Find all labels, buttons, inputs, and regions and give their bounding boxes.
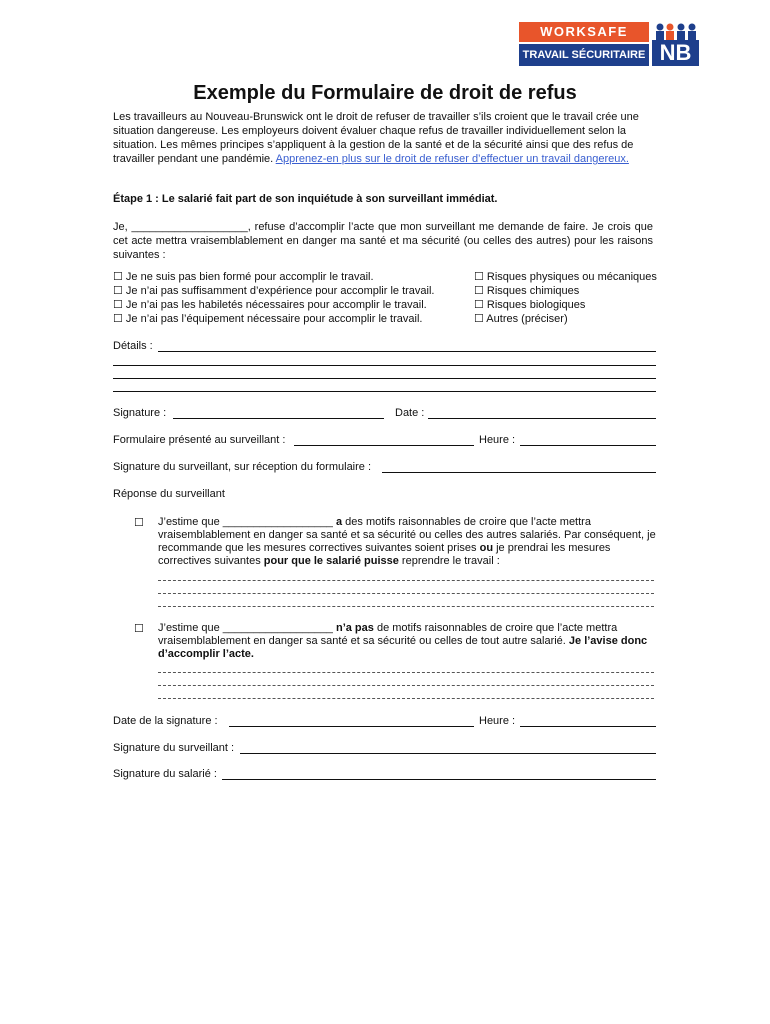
supervisor-signature-field[interactable]: [240, 753, 656, 754]
signature-date-label: Date de la signature :: [113, 715, 218, 727]
notes-line[interactable]: [158, 672, 654, 673]
page-title: Exemple du Formulaire de droit de refus: [193, 82, 577, 104]
supervisor-receipt-label: Signature du surveillant, sur réception du formulaire :: [113, 461, 372, 473]
option-a-bold: a: [335, 516, 343, 528]
option-b-checkbox[interactable]: ☐: [134, 623, 144, 635]
option-b-part: de motifs raisonnables de croire que l’acte mettra vraisemblablement en danger sa santé et sa sécurité ou celles de tout autre salarié.: [158, 622, 618, 647]
intro-text: Les travailleurs au Nouveau-Brunswick ont le droit de refuser de travailler s’ils croient que le travail crée une situation dangereuse. Les employeurs doivent évaluer chaque refus de travailler individuellement selon la situation. Les mêmes principes s’appliquent à la gestion de la santé et de la sécurité ainsi que des refus de travailler pendant une pandémie.: [113, 111, 639, 165]
employee-signature-field[interactable]: [222, 779, 656, 780]
date-label: Date :: [395, 407, 425, 419]
hazard-checkbox[interactable]: ☐ Autres (préciser): [474, 313, 568, 325]
option-a-part: je prendrai les mesures correctives suivantes: [158, 542, 611, 567]
people-icon: [652, 22, 699, 40]
refusal-statement: Je, ___________________, refuse d’accomplir l’acte que mon surveillant me demande de faire. Je crois que cet acte mettra vraisemblablement en danger ma santé et ma sécurité (ou celles des autres) pour les raisons suivantes :: [113, 221, 653, 261]
hazard-checkbox[interactable]: ☐ Risques physiques ou mécaniques: [474, 271, 657, 283]
supervisor-receipt-field[interactable]: [382, 472, 656, 473]
reasons-left-list: [113, 270, 434, 326]
corrective-line[interactable]: [158, 606, 654, 607]
hazard-checkbox[interactable]: ☐ Risques chimiques: [474, 285, 580, 297]
reason-checkbox[interactable]: ☐ Je n’ai pas l’équipement nécessaire pour accomplir le travail.: [113, 313, 423, 325]
submitted-field[interactable]: [294, 445, 474, 446]
hour2-field[interactable]: [520, 726, 656, 727]
signature-date-field[interactable]: [229, 726, 474, 727]
logo-nb-text: NB: [652, 40, 699, 66]
details-line[interactable]: [113, 365, 656, 366]
reason-checkbox[interactable]: ☐ Je ne suis pas bien formé pour accomplir le travail.: [113, 271, 374, 283]
details-line[interactable]: [113, 378, 656, 379]
notes-line[interactable]: [158, 698, 654, 699]
option-b-part: J’estime que __________________: [158, 622, 336, 634]
intro-paragraph: [113, 110, 653, 166]
option-a-bold: pour que le salarié puisse: [263, 555, 399, 567]
signature-label: Signature :: [113, 407, 167, 419]
option-b-bold: n’a pas: [335, 622, 374, 634]
option-a-part: des motifs raisonnables de croire que l’acte mettra vraisemblablement en danger sa santé et sa sécurité ou celles des autres salariés. Par conséquent, je recommande que les mesures correctives suivantes soient prises: [158, 516, 656, 554]
option-b-text: [158, 622, 656, 661]
logo-nb-mark: [652, 22, 699, 66]
reason-checkbox[interactable]: ☐ Je n’ai pas suffisamment d’expérience pour accomplir le travail.: [113, 285, 435, 297]
details-field[interactable]: [158, 351, 656, 352]
submitted-label: Formulaire présenté au surveillant :: [113, 434, 286, 446]
option-a-text: [158, 516, 656, 568]
option-a-bold: ou: [479, 542, 494, 554]
hour-field[interactable]: [520, 445, 656, 446]
worksafe-logo: [519, 22, 699, 68]
signature-field[interactable]: [173, 418, 384, 419]
supervisor-signature-label: Signature du surveillant :: [113, 742, 235, 754]
option-a-checkbox[interactable]: ☐: [134, 517, 144, 529]
notes-line[interactable]: [158, 685, 654, 686]
reason-checkbox[interactable]: ☐ Je n’ai pas les habiletés nécessaires pour accomplir le travail.: [113, 299, 427, 311]
date-field[interactable]: [428, 418, 656, 419]
details-line[interactable]: [113, 391, 656, 392]
learn-more-link[interactable]: Apprenez-en plus sur le droit de refuser d’effectuer un travail dangereux.: [275, 153, 629, 165]
hour2-label: Heure :: [479, 715, 516, 727]
corrective-line[interactable]: [158, 593, 654, 594]
details-label: Détails :: [113, 340, 153, 352]
option-a-part: J’estime que __________________: [158, 516, 336, 528]
option-a-part: reprendre le travail :: [398, 555, 500, 567]
hour-label: Heure :: [479, 434, 516, 446]
hazard-checkbox[interactable]: ☐ Risques biologiques: [474, 299, 586, 311]
corrective-line[interactable]: [158, 580, 654, 581]
step1-heading: Étape 1 : Le salarié fait part de son inquiétude à son surveillant immédiat.: [113, 193, 498, 205]
logo-travail-text: TRAVAIL SÉCURITAIRE: [519, 44, 649, 66]
option-b-bold: Je l’avise donc d’accomplir l’acte.: [158, 635, 648, 660]
employee-signature-label: Signature du salarié :: [113, 768, 217, 780]
reasons-right-list: [474, 270, 657, 326]
response-label: Réponse du surveillant: [113, 488, 225, 500]
logo-worksafe-text: WORKSAFE: [519, 22, 649, 42]
